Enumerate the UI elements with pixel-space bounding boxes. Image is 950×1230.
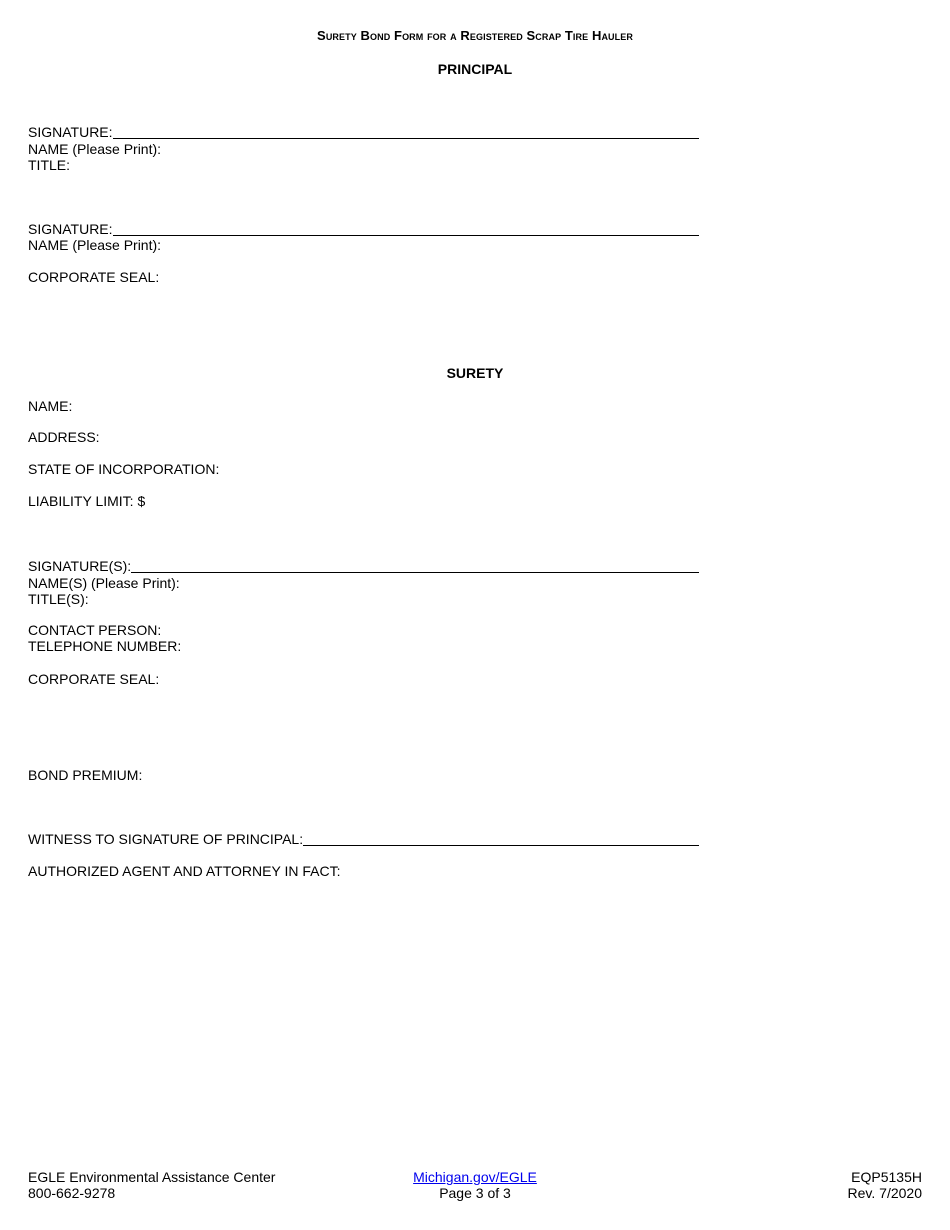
footer-phone: 800-662-9278 <box>28 1185 116 1201</box>
authorized-agent-label: AUTHORIZED AGENT AND ATTORNEY IN FACT: <box>28 863 341 879</box>
principal-title-1-label: TITLE: <box>28 157 71 173</box>
surety-address-label: ADDRESS: <box>28 429 100 445</box>
bond-premium-label: BOND PREMIUM: <box>28 767 143 783</box>
principal-signature-2-row[interactable] <box>28 221 699 237</box>
principal-signature-1-row[interactable] <box>28 124 699 140</box>
principal-signature-1-label: SIGNATURE: <box>28 124 113 140</box>
footer-revision: Rev. 7/2020 <box>847 1185 922 1201</box>
footer-link-wrap <box>375 1169 575 1185</box>
footer-page-number: Page 3 of 3 <box>439 1185 511 1201</box>
witness-label: WITNESS TO SIGNATURE OF PRINCIPAL: <box>28 831 304 847</box>
principal-name-2-label: NAME (Please Print): <box>28 237 162 253</box>
witness-row[interactable] <box>28 831 699 847</box>
surety-contact-label: CONTACT PERSON: <box>28 622 162 638</box>
surety-liability-label: LIABILITY LIMIT: $ <box>28 493 146 509</box>
footer-website-link[interactable]: Michigan.gov/EGLE <box>413 1169 537 1185</box>
surety-signatures-row[interactable] <box>28 558 699 574</box>
surety-names-label: NAME(S) (Please Print): <box>28 575 180 591</box>
principal-signature-1-line[interactable] <box>113 124 699 139</box>
surety-titles-label: TITLE(S): <box>28 591 89 607</box>
surety-signatures-label: SIGNATURE(S): <box>28 558 132 574</box>
surety-state-label: STATE OF INCORPORATION: <box>28 461 220 477</box>
footer-form-code: EQP5135H <box>851 1169 922 1185</box>
witness-signature-line[interactable] <box>303 831 699 846</box>
surety-telephone-label: TELEPHONE NUMBER: <box>28 638 182 654</box>
principal-name-1-label: NAME (Please Print): <box>28 141 162 157</box>
form-title: Surety Bond Form for a Registered Scrap Tire Hauler <box>317 28 633 43</box>
footer-org-name: EGLE Environmental Assistance Center <box>28 1169 276 1185</box>
surety-name-label: NAME: <box>28 398 73 414</box>
surety-corporate-seal-label: CORPORATE SEAL: <box>28 671 160 687</box>
surety-signatures-line[interactable] <box>131 558 699 573</box>
principal-heading: PRINCIPAL <box>437 61 513 77</box>
surety-heading: SURETY <box>446 365 504 381</box>
principal-corporate-seal-label: CORPORATE SEAL: <box>28 269 160 285</box>
principal-signature-2-label: SIGNATURE: <box>28 221 113 237</box>
principal-signature-2-line[interactable] <box>113 221 699 236</box>
